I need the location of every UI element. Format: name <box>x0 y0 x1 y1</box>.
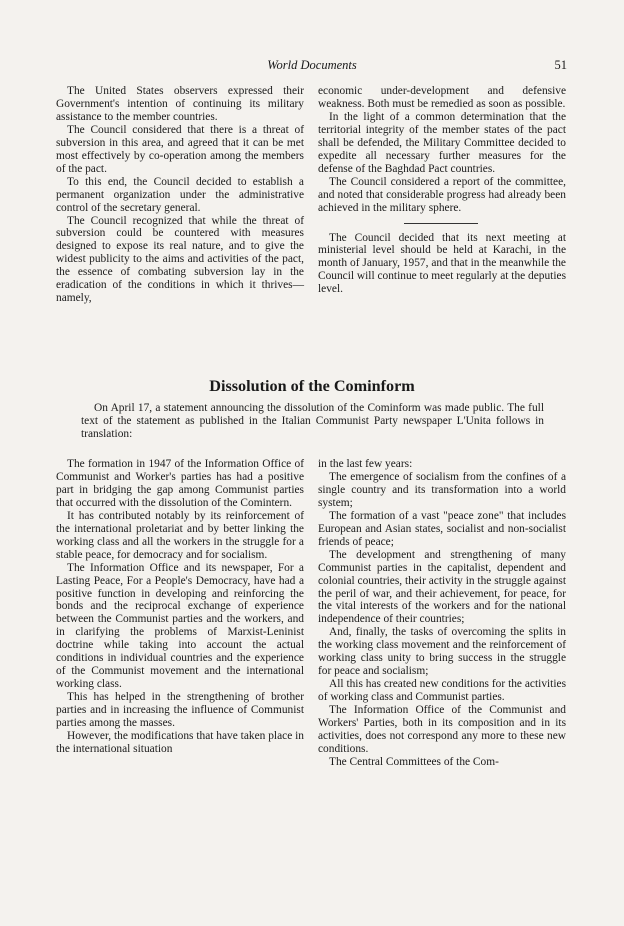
paragraph: The Council considered a report of the committee, and noted that considerable progress had already been achieved in the military sphere. <box>318 175 566 214</box>
paragraph: The emergence of socialism from the confines of a single country and its transformation into a world system; <box>318 470 566 509</box>
paragraph: And, finally, the tasks of overcoming the splits in the working class movement and the reinforcement of working class unity to bring success in the struggle for peace and socialism; <box>318 626 566 678</box>
paragraph: This has helped in the strengthening of brother parties and in increasing the influence of Communist parties among the masses. <box>56 691 304 730</box>
page-number: 51 <box>554 58 567 72</box>
section-intro <box>81 402 544 441</box>
paragraph: The Council considered that there is a threat of subversion in this area, and agreed that it can be met most effectively by co-operation among the members of the pact. <box>56 123 304 175</box>
intro-paragraph: On April 17, a statement announcing the dissolution of the Cominform was made public. The full text of the statement as published in the Italian Communist Party newspaper L'Unita follows in translation: <box>81 402 544 440</box>
section-title: Dissolution of the Cominform <box>209 377 415 395</box>
paragraph: However, the modifications that have taken place in the international situation <box>56 730 304 755</box>
paragraph: It has contributed notably by its reinforcement of the international proletariat and by better linking the working class and all the workers in the struggle for a stable peace, for democracy and for socialism. <box>56 509 304 561</box>
paragraph: The development and strengthening of many Communist parties in the capitalist, dependent and colonial countries, their activity in the struggle against the peril of war, and their achievement, for peace, for the vital interests of the workers and for the national independence of their countries; <box>318 548 566 626</box>
paragraph: To this end, the Council decided to establish a permanent organization under the administrative control of the secretary general. <box>56 175 304 214</box>
running-title: World Documents <box>267 58 357 72</box>
paragraph: The Central Committees of the Com- <box>329 755 499 768</box>
paragraph: The Information Office and its newspaper, For a Lasting Peace, For a People's Democracy, have had a positive function in developing and reinforcing the bonds and the reciprocal exchange of experience between the Communist parties and the workers, and in clarifying the problems of Marxist-Leninist doctrine while taking into account the actual conditions in individual countries and the experience of the Communist movement and the international working class. <box>56 561 304 691</box>
top-right-column <box>318 85 566 296</box>
paragraph: The Council recognized that while the threat of subversion could be countered with measures designed to expose its real nature, and to give the widest publicity to the aims and activities of the pact, the essence of combating subversion lay in the eradication of the conditions in which it thrives—namely, <box>56 214 304 305</box>
paragraph-continued: in the last few years: <box>318 458 413 470</box>
running-header <box>0 57 624 73</box>
top-left-column <box>56 85 304 305</box>
bottom-left-column <box>56 458 304 756</box>
paragraph: The United States observers expressed their Government's intention of continuing its military assistance to the member countries. <box>56 85 304 123</box>
section-divider-rule <box>404 223 478 224</box>
paragraph: The Information Office of the Communist and Workers' Parties, both in its composition and in its activities, does not correspond any more to these new conditions. <box>318 704 566 755</box>
paragraph: The formation of a vast "peace zone" that includes European and Asian states, socialist and non-socialist friends of peace; <box>318 509 566 548</box>
paragraph: The Council decided that its next meeting at ministerial level should be held at Karachi, in the month of January, 1957, and that in the meanwhile the Council will continue to meet regularly at the deputies level. <box>318 231 566 296</box>
paragraph: In the light of a common determination that the territorial integrity of the member states of the pact shall be defended, the Military Committee decided to expedite all necessary further measures for the defense of the Baghdad Pact countries. <box>318 110 566 175</box>
bottom-right-column <box>318 458 566 769</box>
paragraph-continued: economic under-development and defensive weakness. Both must be remedied as soon as possible. <box>318 85 566 110</box>
paragraph: All this has created new conditions for the activities of working class and Communist parties. <box>318 678 566 704</box>
paragraph: The formation in 1947 of the Information Office of Communist and Worker's parties has had a positive part in bridging the gap among Communist parties that occurred with the dissolution of the Comintern. <box>56 458 304 509</box>
